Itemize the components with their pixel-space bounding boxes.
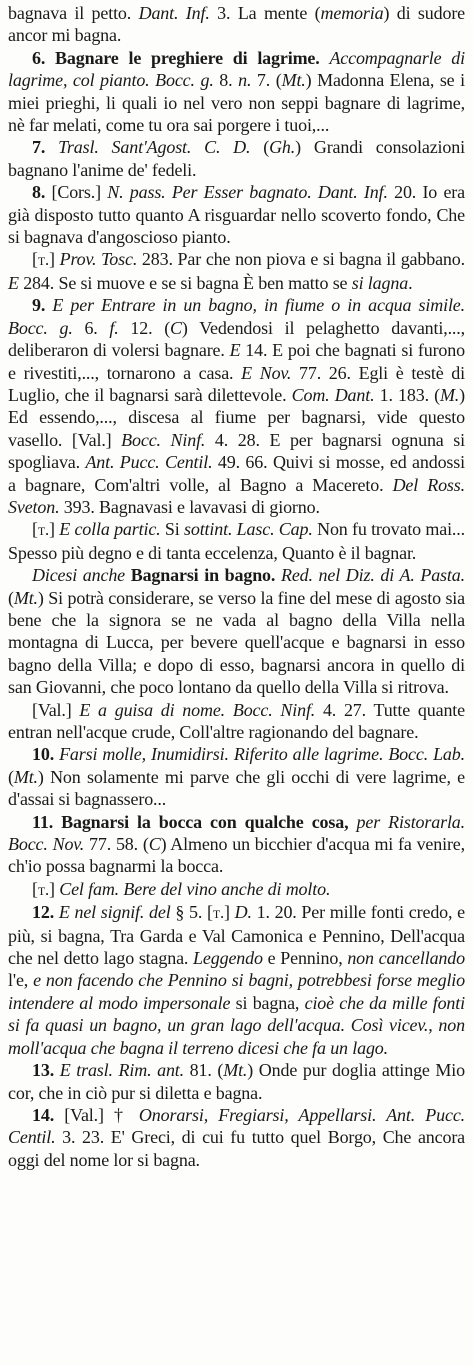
sense-9-text: 6. — [72, 317, 110, 338]
sense-8-proverb-text: Prov. Tosc. — [59, 249, 138, 270]
sense-14-text: 14. — [32, 1104, 55, 1125]
sense-9-partic-paragraph — [8, 518, 465, 564]
sense-11-text: per Ristorarla. Bocc. Nov. — [8, 811, 466, 855]
sense-9-text: C — [170, 317, 182, 338]
sense-12-text: D. — [234, 902, 252, 923]
sense-9-partic-text: E colla partic. — [59, 519, 161, 540]
sense-12-text: l'e, — [8, 970, 34, 991]
sense-14-paragraph — [8, 1104, 465, 1171]
continuation-line-text: bagnava il petto. — [8, 3, 139, 23]
sense-9-text: M. — [439, 384, 460, 405]
sense-12-text: e non facendo che Pennino si bagni, potrebbesi forse meglio intendere al modo impersonale — [8, 970, 466, 1013]
sense-12-text: 1. 20. Per mille fonti credo, e più, si bagna, Tra Garda e Val Camonica e Pennino, Dell'acqua che nel detto lago stagna. — [8, 902, 465, 969]
sense-9-text: 9. — [32, 295, 46, 316]
sense-9-text: Bocc. Ninf. — [121, 429, 206, 450]
sense-9-nome-text: 4. 27. Tutte quante entran nell'acque crude, Coll'altre ragionando del bagnare. — [8, 699, 465, 742]
sense-8-proverb-text: 284. Se si muove e se si bagna È ben matto se — [18, 272, 352, 293]
sense-13-text: ) Onde pur doglia attinge Mio cor, che in ciò pur si diletta e bagna. — [8, 1060, 465, 1103]
sense-11-fam-text: t. — [37, 879, 50, 899]
sense-7-text: ) Grandi consolazioni bagnano l'anime de' fedeli. — [8, 137, 465, 180]
sense-10-text: 10. — [32, 744, 55, 765]
sense-8-proverb-text: . — [408, 272, 413, 293]
sense-8-proverb-text: ] — [49, 249, 60, 270]
sense-6-text: n. — [238, 70, 252, 91]
sense-9-text: Ant. Pucc. Centil. — [85, 452, 213, 473]
sense-8-proverb-text: 283. Par che non piova e si bagna il gabbano. — [137, 249, 465, 270]
sense-7-text: Gh. — [269, 137, 296, 158]
sense-9-partic-text: t. — [37, 520, 50, 540]
sense-6-text: Mt. — [281, 70, 306, 91]
sense-9-partic-text: sottint. Lasc. Cap. — [184, 519, 313, 540]
sense-9-bagno-text: Dicesi anche — [32, 565, 126, 586]
continuation-line-text: Dant. Inf. — [138, 3, 210, 23]
sense-8-paragraph — [8, 181, 465, 248]
sense-6-text: Accompagnarle di lagrime, col pianto. Bocc. g. — [8, 47, 465, 91]
sense-9-text: E — [229, 340, 241, 361]
sense-12-text: t. — [212, 903, 224, 923]
sense-12-text: ] — [224, 902, 235, 923]
sense-9-bagno-text: ( — [8, 587, 14, 608]
sense-10-paragraph — [8, 743, 465, 810]
sense-8-proverb-paragraph — [8, 248, 465, 294]
sense-10-text: Farsi molle, Inumidirsi. Riferito alle lagrime. Bocc. Lab. — [59, 744, 465, 765]
sense-9-bagno-text: ) Si potrà considerare, se verso la fine del mese di agosto sia bene che la signora se ne vada al bagno della Villa nella montagna di Lucca, per bevere quell'acque e bagnarsi in esso bagno della Villa; e dopo di esso, bagnarsi ancora in quello di san Giovanni, che poco lontano da quello della Villa si ritrova. — [8, 587, 465, 698]
sense-11-fam-paragraph — [8, 878, 465, 901]
sense-9-partic-text: [ — [32, 519, 38, 540]
sense-9-bagno-paragraph — [8, 564, 465, 698]
sense-11-text: 11. Bagnarsi la bocca con qualche cosa, — [32, 811, 349, 832]
sense-9-bagno-text: Red. nel Diz. di A. Pasta. — [280, 565, 465, 586]
sense-12-paragraph — [8, 901, 465, 1059]
sense-9-text: 1. 183. ( — [374, 384, 440, 405]
sense-12-text: E nel signif. del — [58, 902, 171, 923]
sense-9-paragraph — [8, 294, 465, 518]
sense-9-bagno-text: Mt. — [13, 587, 38, 608]
sense-12-text: Leggendo — [193, 948, 263, 969]
sense-13-text: E trasl. Rim. ant. — [59, 1060, 184, 1081]
sense-9-text: 77. 26. Egli è testè di Luglio, che il bagnarsi sarà dilettevole. — [8, 362, 465, 405]
sense-9-text: 12. ( — [118, 317, 171, 338]
sense-9-partic-text: Si — [160, 519, 184, 540]
sense-13-text: 13. — [32, 1060, 55, 1081]
sense-10-text: ( — [8, 766, 14, 787]
sense-9-nome-text: E a guisa di nome. Bocc. Ninf. — [79, 699, 316, 720]
sense-9-text: 393. Bagnavasi e lavavasi di giorno. — [59, 496, 320, 517]
sense-10-text: Mt. — [13, 766, 38, 787]
continuation-line-text: memoria — [320, 3, 384, 23]
sense-9-text: Com. Dant. — [291, 384, 375, 405]
sense-11-paragraph — [8, 811, 465, 878]
sense-8-proverb-text: [ — [32, 249, 38, 270]
sense-9-text: ) Ed essendo,..., discesa al fiume per bagnarsi, vide questo vasello. [Val.] — [8, 384, 466, 450]
sense-12-text: § 5. [ — [170, 902, 213, 923]
sense-8-text: N. pass. Per Esser bagnato. Dant. Inf. — [107, 182, 388, 203]
sense-12-text: cioè che da mille fonti si fa quasi un bagno, un gran lago dell'acqua. Così vicev., non moll'acqua che bagna il terreno dicesi che fa un lago. — [8, 992, 465, 1058]
sense-6-text: 8. — [213, 70, 239, 91]
sense-11-text: C — [148, 834, 161, 855]
sense-8-proverb-text: E — [8, 272, 19, 293]
sense-11-text: ) Almeno un bicchier d'acqua mi fa venire, ch'io possa bagnarmi la bocca. — [8, 834, 465, 877]
sense-9-nome-text: [Val.] — [32, 699, 80, 720]
sense-12-text: e Pennino, — [262, 948, 348, 969]
sense-9-text: 14. E poi che bagnati si furono e rivestiti,..., tornarono a casa. — [8, 340, 465, 383]
sense-9-nome-paragraph — [8, 699, 465, 744]
sense-13-text: Mt. — [223, 1060, 248, 1081]
sense-9-text: ) Vedendosi il pelaghetto davanti,..., deliberaron di volersi bagnare. — [8, 317, 465, 361]
sense-9-partic-text: ] — [49, 519, 60, 540]
sense-11-fam-text: Cel fam. Bere del vino anche di molto. — [59, 878, 331, 899]
sense-9-text: f. — [109, 317, 119, 338]
sense-6-text: 7. ( — [251, 70, 282, 91]
sense-12-text: 12. — [32, 902, 55, 923]
sense-14-text: 3. 23. E' Greci, di cui fu tutto quel Borgo, Che ancora oggi del nome lor si bagna. — [8, 1127, 465, 1170]
sense-6-text — [320, 48, 330, 68]
sense-12-text: non cancellando — [347, 948, 465, 969]
sense-6-paragraph — [8, 47, 465, 137]
sense-7-text: Trasl. Sant'Agost. C. D. — [58, 137, 251, 158]
sense-6-text: 6. Bagnare le preghiere di lagrime. — [32, 47, 320, 68]
sense-11-fam-text: [ — [32, 878, 38, 899]
sense-8-proverb-text: t. — [37, 250, 50, 270]
sense-13-paragraph — [8, 1059, 465, 1104]
sense-9-text: E per Entrare in un bagno, in fiume o in acqua simile. Bocc. g. — [8, 295, 465, 338]
sense-8-text: 8. — [32, 182, 46, 203]
continuation-line-text: ) di sudore ancor mi bagna. — [8, 3, 466, 46]
sense-11-text — [348, 812, 356, 832]
sense-9-text: 4. 28. E per bagnarsi ognuna si spogliava. — [8, 429, 465, 473]
sense-11-text: 77. 58. ( — [84, 834, 149, 855]
sense-8-text: [Cors.] — [45, 182, 108, 203]
continuation-line-text: 3. La mente ( — [209, 3, 321, 23]
continuation-line-paragraph — [8, 2, 465, 47]
sense-9-partic-text: Non fu trovato mai... Spesso più degno e di tanta eccelenza, Quanto è il bagnar. — [8, 519, 465, 563]
sense-10-text: ) Non solamente mi parve che gli occhi di vere lagrime, e d'assai si bagnassero... — [8, 766, 465, 810]
sense-9-text: 49. 66. Quivi si mosse, ed andossi a bagnare, Com'altri volle, al Bagno a Macereto. — [8, 452, 465, 495]
sense-13-text: 81. ( — [184, 1060, 224, 1081]
sense-6-text: ) Madonna Elena, se i miei prieghi, li quali io nel vero non seppi bagnare di lagrime, nè far melati, come tu ora sai porgere i tuoi,... — [8, 70, 465, 136]
sense-9-bagno-text: Bagnarsi in bagno. — [130, 565, 276, 586]
sense-11-fam-text: ] — [49, 878, 60, 899]
sense-12-text: si bagna, — [230, 992, 305, 1013]
sense-14-text: Onorarsi, Fregiarsi, Appellarsi. Ant. Pucc. Centil. — [8, 1104, 466, 1148]
sense-14-text: [Val.] † — [54, 1104, 139, 1125]
sense-7-paragraph — [8, 136, 465, 181]
sense-9-text: E Nov. — [241, 362, 292, 383]
sense-9-text: Del Ross. Sveton. — [8, 474, 465, 517]
sense-7-text — [45, 137, 58, 157]
sense-7-text: ( — [250, 137, 270, 158]
sense-7-text: 7. — [32, 137, 46, 158]
sense-8-proverb-text: si lagna — [351, 272, 409, 293]
sense-8-text: 20. Io era già disposto tutto quanto A risguardar nello scoverto fondo, Che si bagnava d'angoscioso pianto. — [8, 182, 465, 248]
